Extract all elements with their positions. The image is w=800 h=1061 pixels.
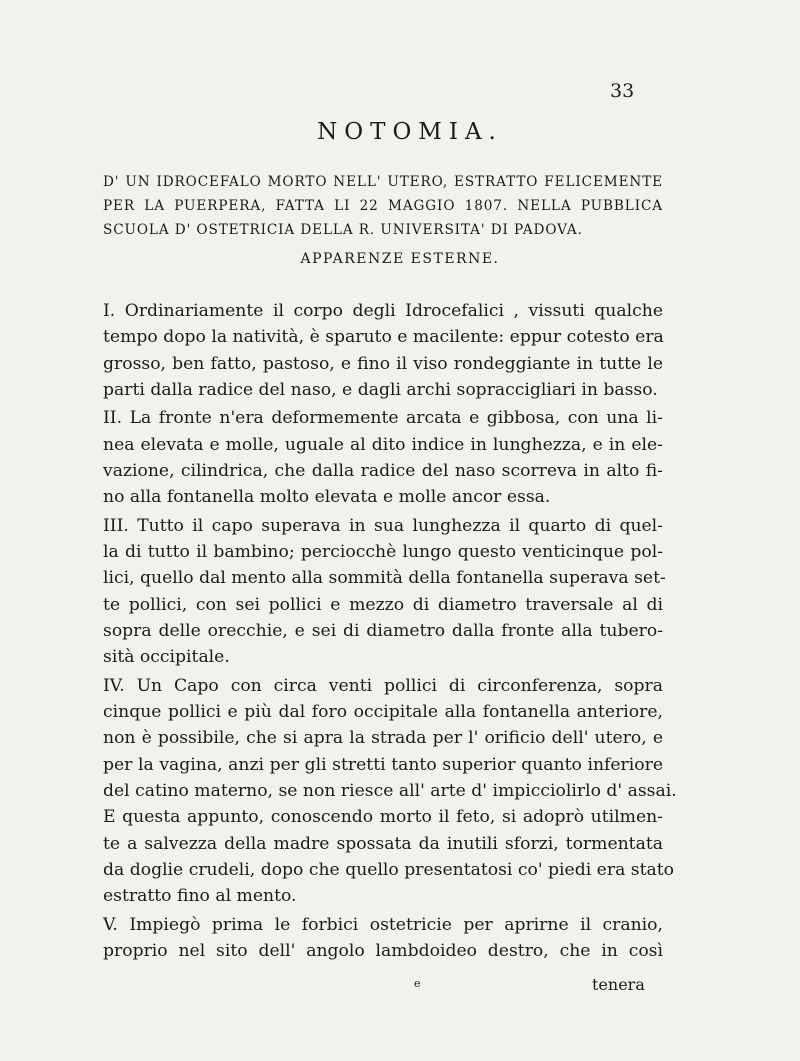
text-line: del catino materno, se non riesce all' arte d' impicciolirlo d' assai.	[103, 780, 677, 801]
text-line: nea elevata e molle, uguale al dito indice in lunghezza, e in ele-	[103, 434, 663, 455]
text-line: I. Ordinariamente il corpo degli Idrocefalici , vissuti qualche	[103, 301, 663, 321]
text-line: te pollici, con sei pollici e mezzo di diametro traversale al di	[103, 594, 663, 615]
subtitle-line: PER LA PUERPERA, FATTA LI 22 MAGGIO 1807. NELLA PUBBLICA	[103, 198, 663, 214]
text-line: E questa appunto, conoscendo morto il feto, si adoprò utilmen-	[103, 807, 663, 828]
paragraph-3	[103, 513, 666, 671]
text-line: IV. Un Capo con circa venti pollici di circonferenza, sopra	[103, 675, 663, 696]
text-line: cinque pollici e più dal foro occipitale alla fontanella anteriore,	[103, 702, 663, 723]
text-line: per la vagina, anzi per gli stretti tanto superior quanto inferiore	[103, 754, 663, 775]
page-number: 33	[610, 80, 635, 102]
text-line: parti dalla radice del naso, e dagli archi sopraccigliari in basso.	[103, 379, 658, 400]
text-line: estratto fino al mento.	[103, 886, 297, 907]
subtitle	[103, 170, 663, 242]
subtitle-line: SCUOLA D' OSTETRICIA DELLA R. UNIVERSITA' DI PADOVA.	[103, 222, 583, 238]
paragraph-5	[103, 912, 663, 965]
signature-mark: e	[414, 977, 421, 990]
text-line: la di tutto il bambino; perciocchè lungo questo venticinque pol-	[103, 542, 663, 563]
text-line: lici, quello dal mento alla sommità della fontanella superava set-	[103, 568, 666, 589]
text-line: sità occipitale.	[103, 647, 230, 668]
text-line: no alla fontanella molto elevata e molle ancor essa.	[103, 487, 551, 508]
paragraph-1	[103, 298, 663, 403]
text-line: proprio nel sito dell' angolo lambdoideo destro, che in così	[103, 940, 663, 961]
text-line: grosso, ben fatto, pastoso, e fino il viso rondeggiante in tutte le	[103, 353, 663, 374]
subtitle-line: D' UN IDROCEFALO MORTO NELL' UTERO, ESTRATTO FELICEMENTE	[103, 174, 663, 190]
body-text	[103, 298, 677, 966]
section-heading: APPARENZE ESTERNE.	[300, 251, 500, 267]
text-line: te a salvezza della madre spossata da inutili sforzi, tormentata	[103, 833, 663, 854]
page-title: NOTOMIA.	[317, 119, 503, 145]
text-line: III. Tutto il capo superava in sua lunghezza il quarto di quel-	[103, 515, 663, 536]
text-line: V. Impiegò prima le forbici ostetricie per aprirne il cranio,	[103, 914, 663, 935]
text-line: tempo dopo la natività, è sparuto e macilente: eppur cotesto era	[103, 327, 664, 348]
text-line: II. La fronte n'era deformemente arcata e gibbosa, con una li-	[103, 408, 663, 429]
paragraph-4	[103, 673, 677, 910]
catchword: tenera	[592, 975, 645, 994]
text-line: non è possibile, che si apra la strada per l' orificio dell' utero, e	[103, 728, 663, 749]
text-line: vazione, cilindrica, che dalla radice del naso scorreva in alto fi-	[103, 460, 663, 481]
text-line: da doglie crudeli, dopo che quello presentatosi co' piedi era stato	[103, 859, 675, 880]
text-line: sopra delle orecchie, e sei di diametro dalla fronte alla tubero-	[103, 620, 663, 641]
paragraph-2	[103, 405, 663, 510]
